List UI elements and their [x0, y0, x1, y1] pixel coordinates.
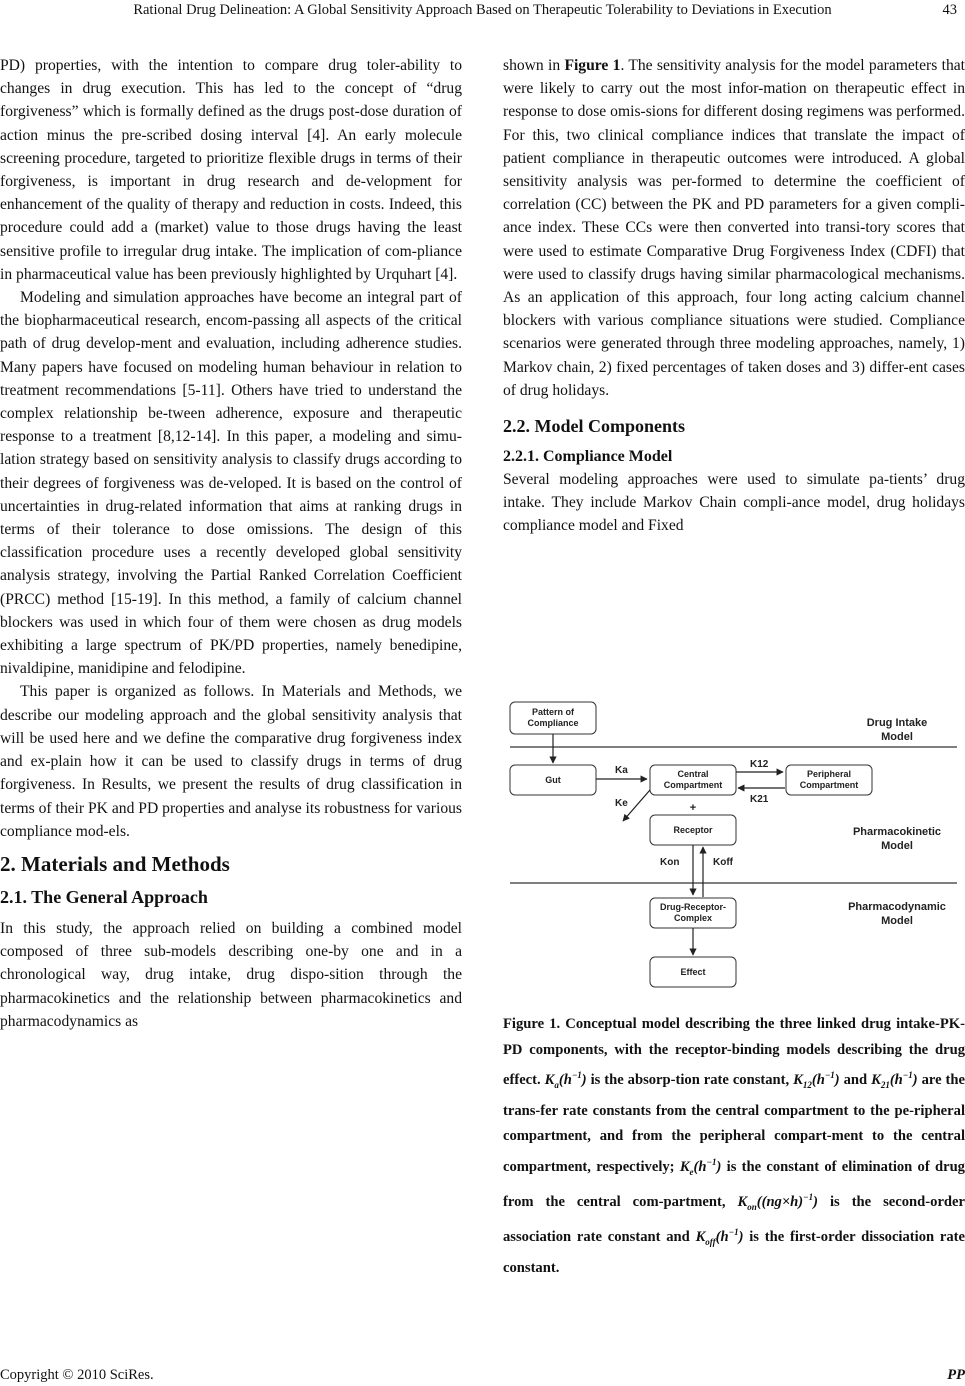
ka-label: Ka	[615, 765, 628, 776]
peripheral-label-2: Compartment	[799, 780, 859, 790]
section-title: 2. Materials and Methods	[0, 851, 230, 876]
drug-intake-model-label-2: Model	[881, 731, 913, 743]
drug-receptor-complex-node	[650, 898, 736, 928]
pattern-label-1: Pattern of	[531, 707, 575, 717]
caption-text-6: is the first-order dissociation rate constant.	[503, 1229, 965, 1276]
right-column	[503, 54, 965, 538]
plus-sign: +	[689, 802, 697, 814]
k12-label: K12	[750, 759, 769, 770]
journal-abbrev: PP	[947, 1367, 965, 1383]
koff-label: Koff	[713, 857, 733, 868]
drc-label-2: Complex	[673, 913, 713, 923]
effect-label: Effect	[680, 967, 706, 977]
central-label-2: Compartment	[663, 780, 723, 790]
left-paragraph-2: Modeling and simulation approaches have become an integral part of the biopharmaceutical research, encom-passing all aspects of the critical path of drug develop-ment and evaluation, including adherence studies. Many papers have focused on modeling human behaviour in relation to treatment recommendations [5-11]. Others have tried to understand the complex relationship be-tween adherence, exposure and therapeutic response to a treatment [8,12-14]. In this paper, a modeling and simu-lation strategy based on sensitivity analysis to classify drugs according to their degrees of forgiveness was de-veloped. It is based on the control of uncertainties in drug-related information that aims at ranking drugs in terms of their tolerance to dose omissions. The design of this classification procedure uses a recently developed global sensitivity analysis strategy, involving the Partial Ranked Correlation Coefficient (PRCC) method [15-19]. In this method, a family of calcium channel blockers was used in which four of them were chosen as drug models exhibiting a large spectrum of PK/PD properties, namely benedipine, nivaldipine, manidipine and felodipine.	[0, 289, 462, 678]
pd-model-label-1: Pharmacodynamic	[848, 901, 946, 913]
ke-label: Ke	[615, 798, 628, 809]
kon-label: Kon	[660, 857, 680, 868]
figure-reference: Figure 1	[564, 57, 621, 74]
k21-label: K21	[750, 794, 769, 805]
subsection-title-model-components: 2.2. Model Components	[503, 416, 686, 437]
subsection-title-general-approach: 2.1. The General Approach	[0, 886, 208, 907]
gut-label: Gut	[545, 775, 561, 785]
caption-text-5: is the second-order association rate constant and	[503, 1193, 965, 1246]
caption-text-4: is the constant of elimination of drug from the central com-partment,	[503, 1158, 965, 1210]
drug-intake-model-label-1: Drug Intake	[866, 717, 928, 729]
caption-text-1: is the absorp-tion rate constant,	[590, 1072, 790, 1089]
symbol-ke: $K_e(h^{-1})$	[679, 1156, 722, 1177]
right-paragraph-2: Several modeling approaches were used to simulate pa-tients’ drug intake. They include Markov Chain compli-ance model, drug holidays compliance model and Fixed	[503, 471, 965, 535]
symbol-k21: $K_{21}(h^{-1})$	[871, 1070, 918, 1090]
central-compartment-node	[650, 765, 736, 795]
drc-label-1: Drug-Receptor-	[659, 902, 727, 912]
caption-text-2: and	[843, 1072, 868, 1089]
gut-node	[510, 765, 596, 795]
receptor-label: Receptor	[673, 825, 713, 835]
pattern-of-compliance-node	[510, 702, 596, 734]
pd-model-label-2: Model	[881, 915, 913, 927]
p1-pre: shown in	[503, 57, 565, 74]
copyright-text: Copyright © 2010 SciRes.	[0, 1367, 154, 1383]
left-column	[0, 54, 462, 1033]
page-footer	[0, 1365, 965, 1385]
peripheral-compartment-node	[786, 765, 872, 795]
left-paragraph-4: In this study, the approach relied on building a combined model composed of three sub-models describing one-by one and in a chronological way, drug intake, drug dispo-sition through the pharmacokinetics and the relationship between pharmacokinetics and pharmacodynamics as	[0, 919, 462, 1030]
peripheral-label-1: Peripheral	[806, 769, 852, 779]
pk-model-label-1: Pharmacokinetic	[852, 826, 942, 838]
left-paragraph-3: This paper is organized as follows. In Materials and Methods, we describe our modeling approach and the global sensitivity analysis that will be used here and we define the comparative drug forgiveness index and ex-plain how it can be used to classify drugs in terms of drug forgiveness. In Results, we present the results of drug classification in terms of their PK and PD properties and analyse its robustness for various compliance mod-els.	[0, 683, 462, 840]
page-number: 43	[942, 2, 957, 18]
receptor-node	[650, 815, 736, 845]
pattern-label-2: Compliance	[527, 718, 579, 728]
subsubsection-title-compliance: 2.2.1. Compliance Model	[503, 448, 673, 466]
figure-1-caption	[503, 1012, 965, 1281]
figure-1-diagram	[505, 695, 963, 995]
caption-lead: Figure 1. Conceptual model describing the three linked drug intake-PK-PD components, with the receptor-binding models describing the drug effect.	[503, 1016, 965, 1089]
pk-model-label-2: Model	[881, 840, 913, 852]
central-label-1: Central	[677, 769, 709, 779]
p1-post: . The sensitivity analysis for the model parameters that were likely to carry out the most infor-mation on therapeutic effect in response to dose omis-sions for different dosing regimens was performed. For this, two clinical compliance indices that translate the impact of patient compliance in therapeutic outcomes were introduced. A global sensitivity analysis was per-formed to determine the coefficient of correlation (CC) between the PK and PD parameters for a given compli-ance index. These CCs were then converted into transi-tory scores that were used to estimate Comparative Drug Forgiveness Index (CDFI) that were used to classify drugs having similar pharmacological mechanisms. As an application of this approach, four long acting calcium channel blockers with various compliance situations were studied. Compliance scenarios were generated through three modeling approaches, namely, 1) Markov chain, 2) fixed percentages of taken doses and 3) differ-ent cases of drug holidays.	[503, 57, 965, 399]
symbol-kon: $K_{on}((ng\times h)^{-1})$	[737, 1192, 818, 1212]
symbol-koff: $K_{off}(h^{-1})$	[695, 1227, 744, 1248]
left-paragraph-1: PD) properties, with the intention to compare drug toler-ability to changes in drug execution. This has led to the concept of “drug forgiveness” which is formally defined as the drugs post-dose duration of action minus the pre-scribed dosing interval [4]. An early molecule screening procedure, targeted to prioritize flexible drugs in terms of their forgiveness, is important in drug research and de-velopment for enhancement of the quality of therapy and reduction in costs. Indeed, this procedure could add a (market) value to those drugs having the least sensitive profile to irregular drug intake. The implication of com-pliance in pharmaceutical value has been previously highlighted by Urquhart [4].	[0, 57, 462, 283]
caption-text-3: are the trans-fer rate constants from the central compartment to the pe-ripheral compartment, and from the peripheral compart-ment to the central compartment, respectively;	[503, 1072, 965, 1175]
effect-node	[650, 957, 736, 987]
symbol-k12: $K_{12}(h^{-1})$	[793, 1070, 840, 1090]
symbol-ka: $K_a(h^{-1})$	[544, 1070, 587, 1090]
right-paragraph-1	[503, 54, 965, 402]
running-header	[0, 0, 965, 22]
figure-svg	[505, 695, 963, 995]
running-title: Rational Drug Delineation: A Global Sensitivity Approach Based on Therapeutic Tolerability to Deviations in Execution	[133, 2, 832, 18]
